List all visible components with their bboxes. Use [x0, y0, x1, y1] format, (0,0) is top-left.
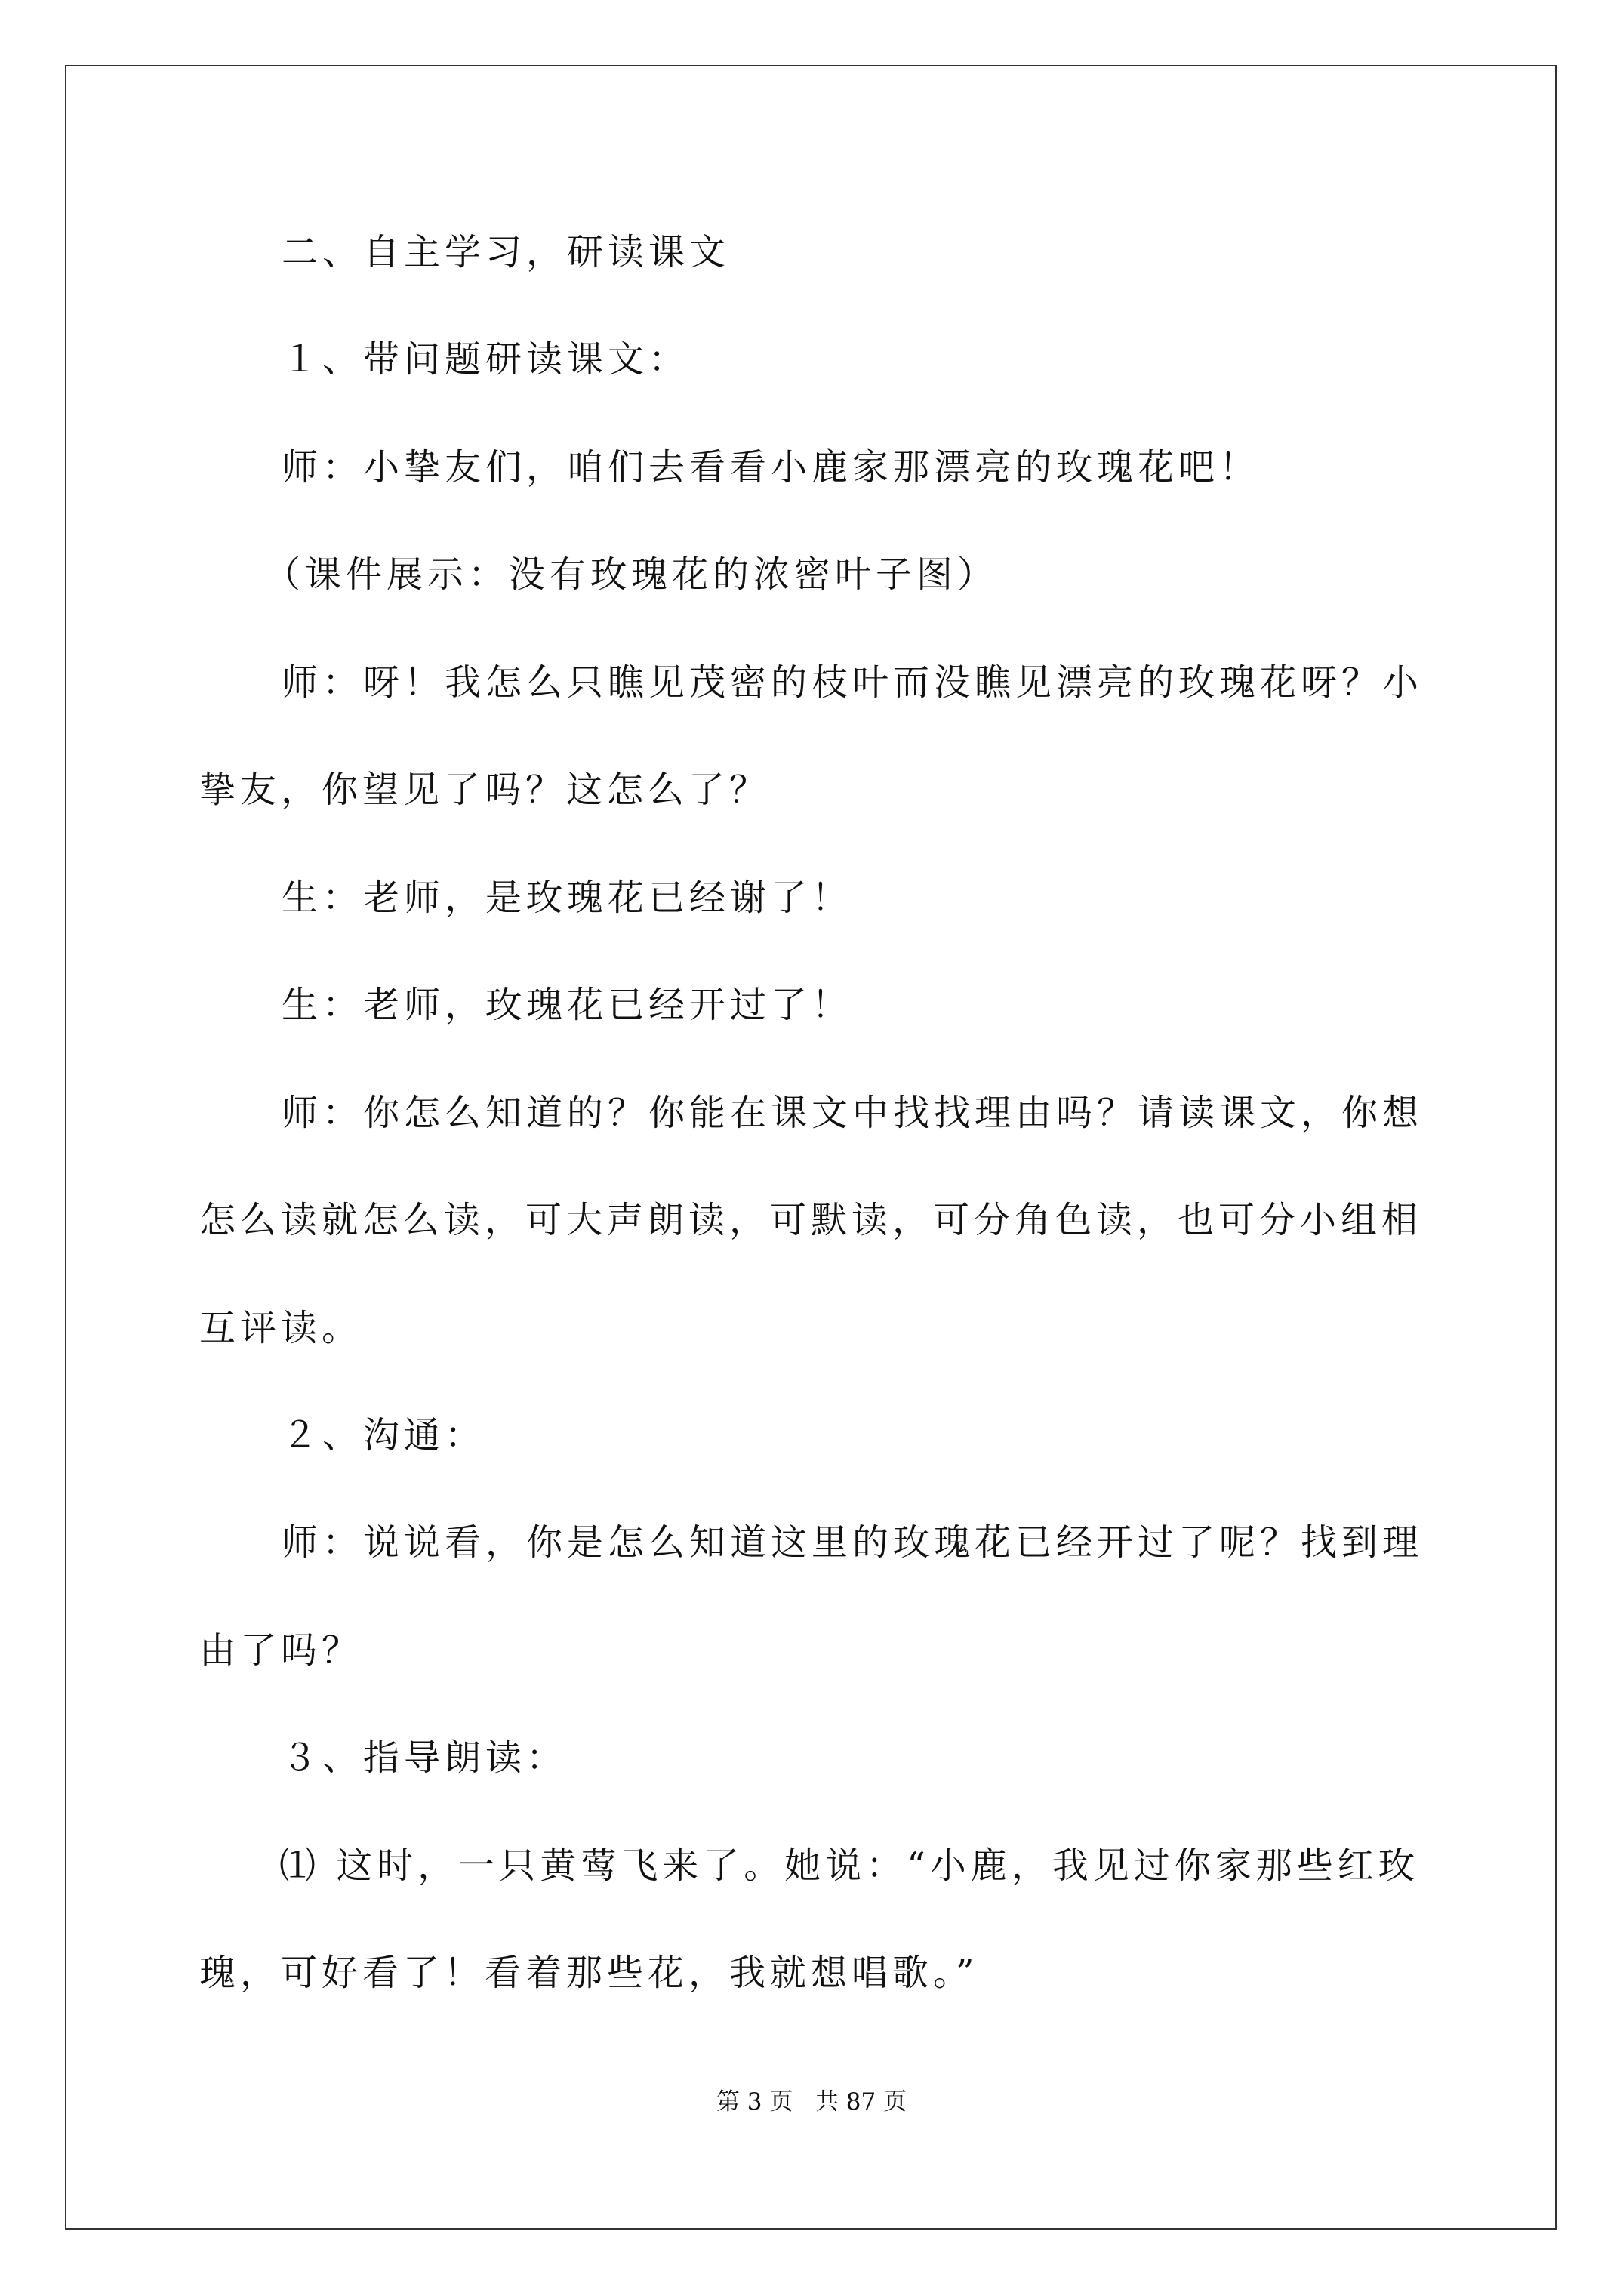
paragraph-line: 师：呀！我怎么只瞧见茂密的枝叶而没瞧见漂亮的玫瑰花呀？小 [282, 661, 1424, 704]
paragraph-line: 挚友，你望见了吗？这怎么了？ [199, 769, 771, 811]
paragraph-line: 师：小挚友们，咱们去看看小鹿家那漂亮的玫瑰花吧！ [282, 446, 1261, 488]
page-number-footer: 第 3 页 共 87 页 [716, 2088, 907, 2116]
paragraph-line: 互评读。 [199, 1307, 363, 1349]
subsection-heading: ３、指导朗读： [282, 1737, 568, 1779]
paragraph-line: 生：老师，玫瑰花已经开过了！ [282, 984, 853, 1026]
section-heading: 二、自主学习，研读课文 [282, 231, 731, 273]
paragraph-line: 由了吗？ [199, 1629, 363, 1672]
page-border [65, 65, 1557, 2230]
paragraph-line: 师：你怎么知道的？你能在课文中找找理由吗？请读课文，你想 [282, 1092, 1424, 1134]
paragraph-line: 怎么读就怎么读，可大声朗读，可默读，可分角色读，也可分小组相 [199, 1199, 1423, 1241]
paragraph-line: 生：老师，是玫瑰花已经谢了！ [282, 877, 853, 919]
subsection-heading: １、带问题研读课文： [282, 338, 690, 381]
paragraph-line: 瑰，可好看了！看着那些花，我就想唱歌。” [199, 1952, 979, 1994]
paragraph-line: ⑴ 这时，一只黄莺飞来了。她说：“小鹿，我见过你家那些红玫 [279, 1845, 1419, 1887]
paragraph-line: （课件展示：没有玫瑰花的浓密叶子图） [264, 553, 999, 596]
subsection-heading: ２、沟通： [282, 1414, 486, 1456]
paragraph-line: 师：说说看，你是怎么知道这里的玫瑰花已经开过了呢？找到理 [282, 1521, 1424, 1564]
